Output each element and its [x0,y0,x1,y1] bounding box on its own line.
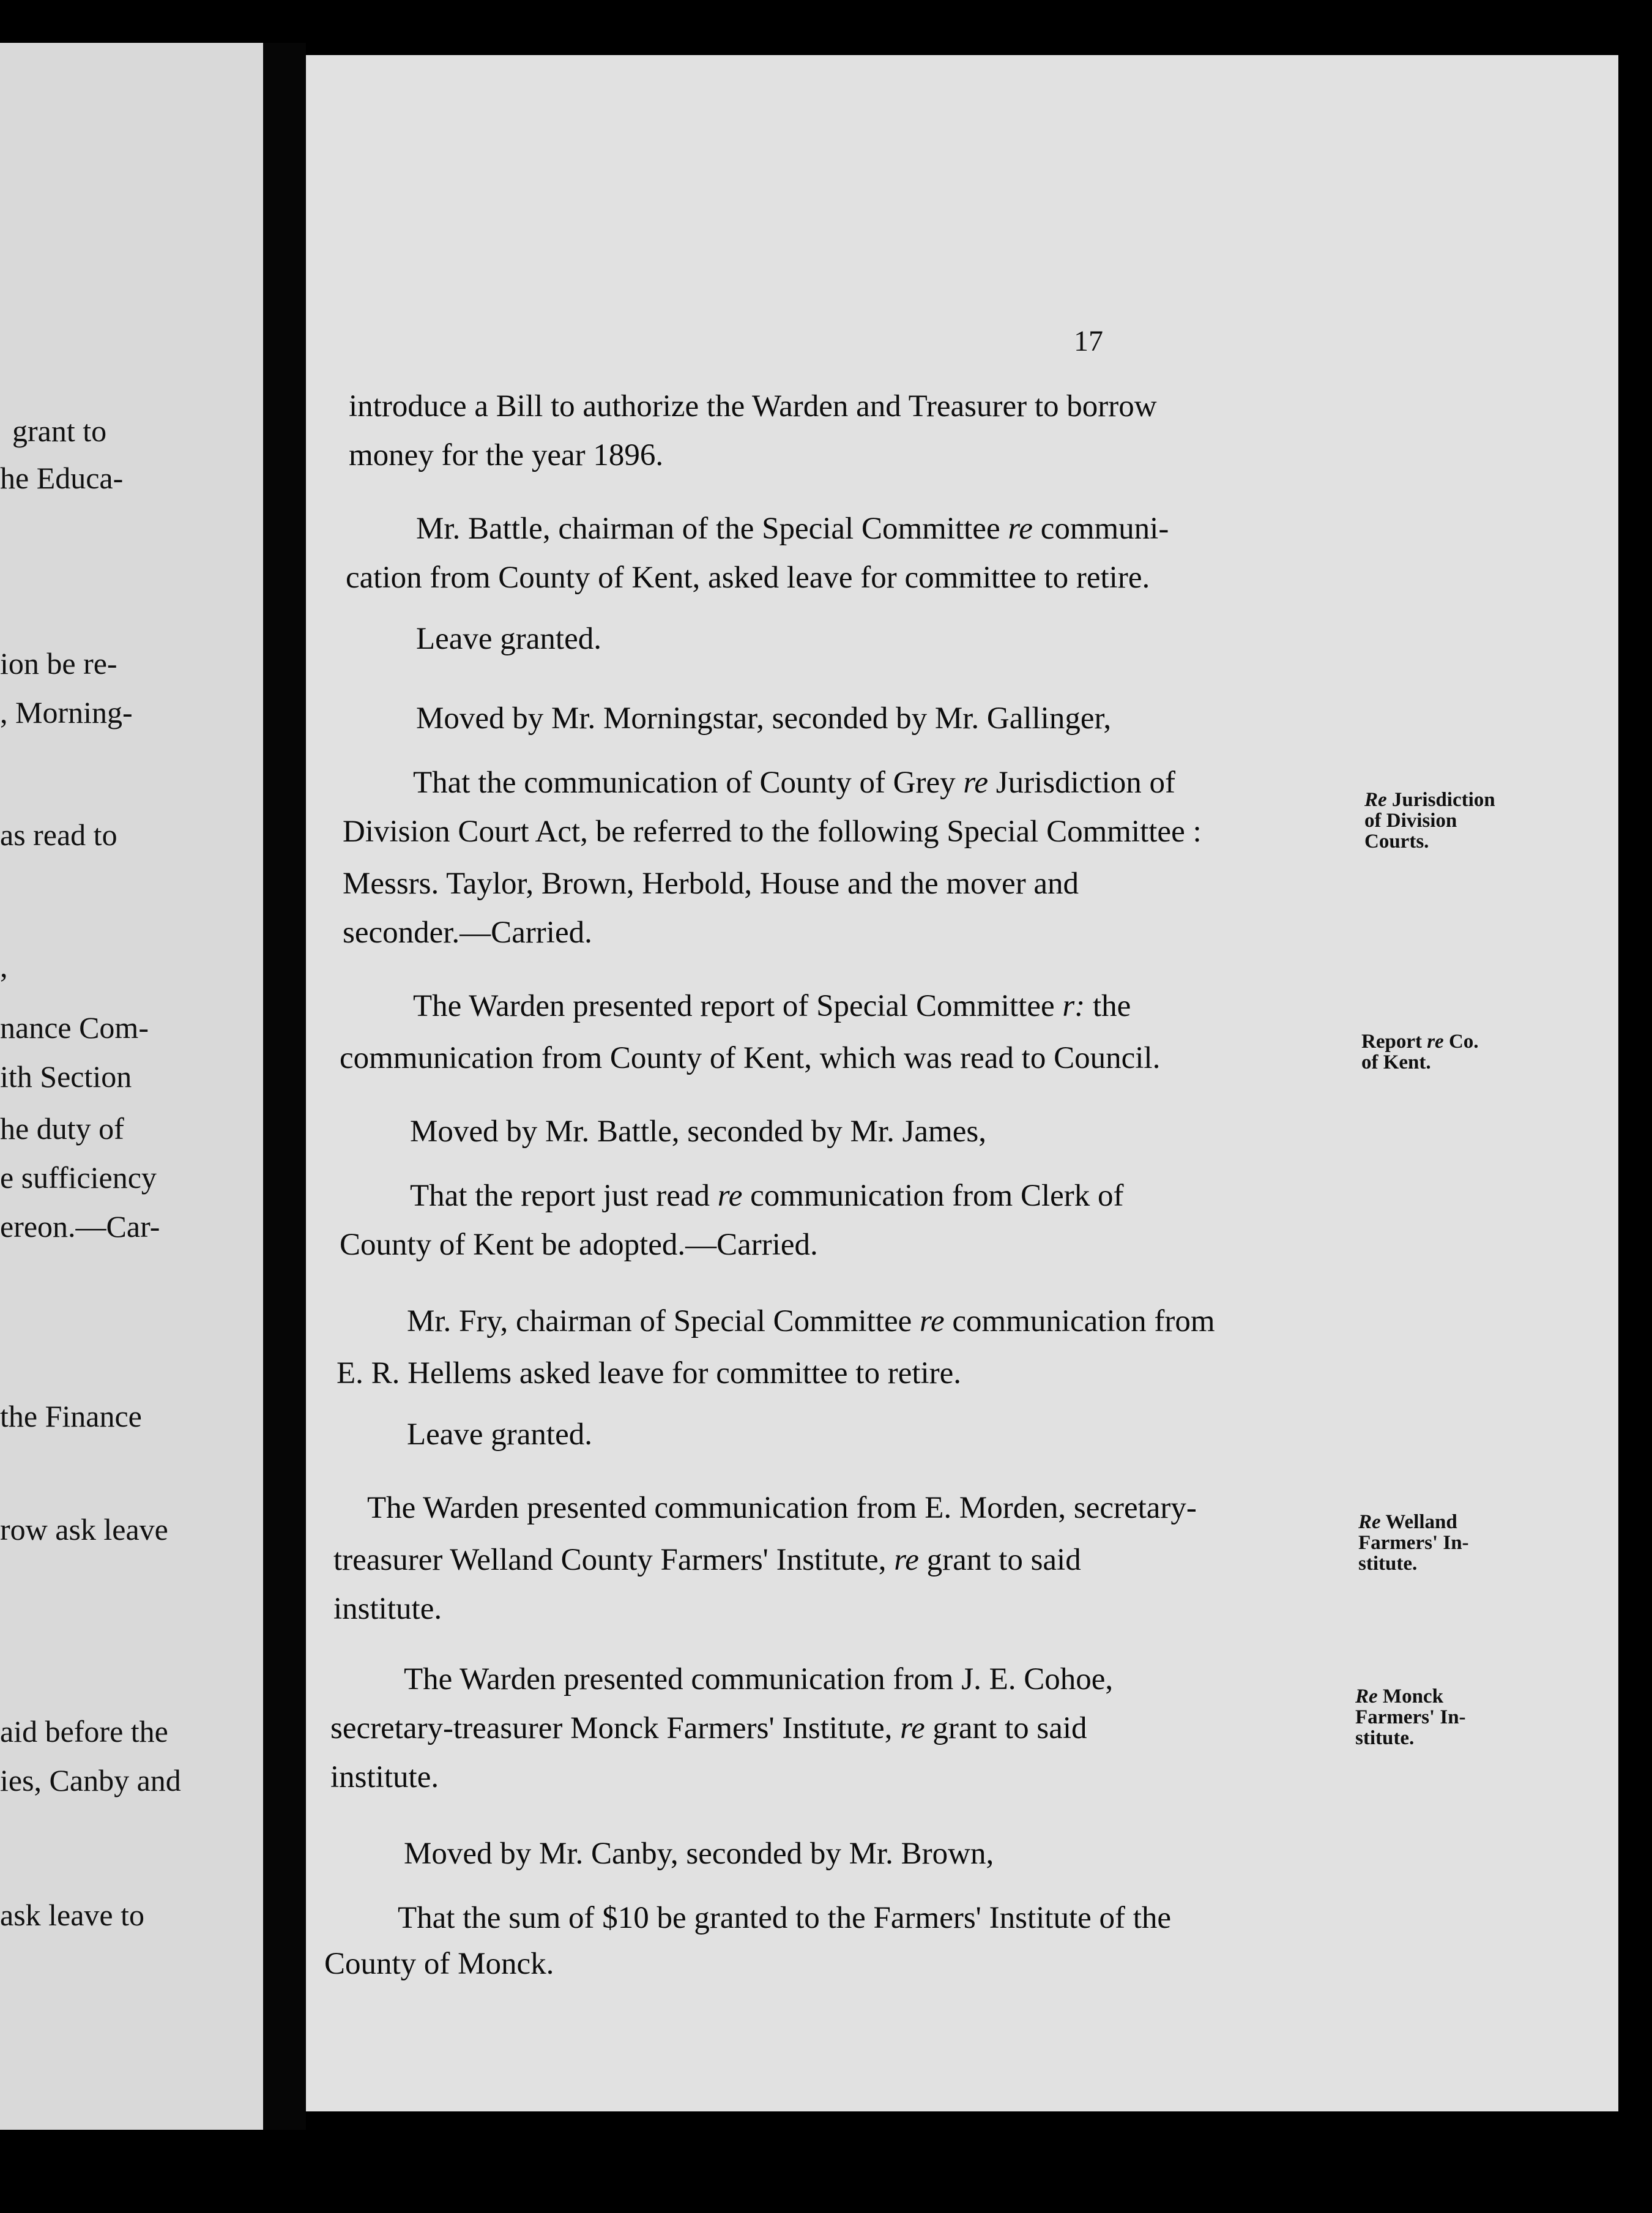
left-fragment: he duty of [0,1111,124,1146]
left-fragment: ask leave to [0,1898,145,1932]
left-fragment: , Morning- [0,695,133,730]
text-line: County of Monck. [324,1947,554,1981]
text-line: The Warden presented report of Special Committee r: the [413,989,1131,1023]
text-line: That the report just read re communication from Clerk of [410,1179,1124,1213]
left-fragment: ion be re- [0,646,117,681]
left-fragment: grant to [12,414,107,448]
left-fragment: , [0,949,8,983]
text-line: The Warden presented communication from E. Morden, secretary- [367,1491,1197,1525]
left-fragment: the Finance [0,1399,142,1433]
book-spine [263,43,306,2130]
text-line: Leave granted. [416,622,601,656]
left-fragment: e sufficiency [0,1160,157,1195]
text-line: The Warden presented communication from J. E. Cohoe, [404,1662,1114,1696]
margin-note-welland: Re Welland Farmers' In- stitute. [1358,1511,1469,1575]
text-line: That the sum of $10 be granted to the Farmers' Institute of the [398,1901,1172,1935]
text-line: Moved by Mr. Canby, seconded by Mr. Brown, [404,1837,994,1871]
left-fragment: aid before the [0,1714,168,1748]
text-line: seconder.—Carried. [343,916,592,950]
text-line: communication from County of Kent, which was read to Council. [340,1041,1161,1075]
text-line: institute. [333,1592,442,1626]
text-line: County of Kent be adopted.—Carried. [340,1228,818,1262]
text-line: Moved by Mr. Morningstar, seconded by Mr. Gallinger, [416,701,1112,736]
text-line: Moved by Mr. Battle, seconded by Mr. James, [410,1114,986,1149]
left-page-fragment [0,43,263,2130]
text-line: introduce a Bill to authorize the Warden and Treasurer to borrow [349,389,1157,424]
margin-note-jurisdiction: Re Jurisdiction of Division Courts. [1364,789,1495,853]
text-line: Division Court Act, be referred to the following Special Committee : [343,815,1202,849]
text-line: Leave granted. [407,1417,592,1452]
page-number: 17 [1074,325,1103,357]
left-fragment: as read to [0,818,117,852]
margin-note-kent: Report re Co. of Kent. [1361,1031,1479,1073]
left-fragment: ies, Canby and [0,1763,181,1797]
text-line: E. R. Hellems asked leave for committee to retire. [337,1356,962,1390]
text-line: Mr. Fry, chairman of Special Committee re communication from [407,1304,1215,1338]
text-line: Messrs. Taylor, Brown, Herbold, House and the mover and [343,867,1079,901]
left-fragment: ith Section [0,1059,132,1094]
left-fragment: nance Com- [0,1010,149,1045]
text-line: treasurer Welland County Farmers' Institute, re grant to said [333,1543,1081,1577]
text-line: money for the year 1896. [349,438,664,472]
left-fragment: row ask leave [0,1512,168,1547]
text-line: secretary-treasurer Monck Farmers' Institute, re grant to said [330,1711,1087,1745]
left-fragment: ereon.—Car- [0,1209,160,1244]
left-fragment: he Educa- [0,461,124,495]
margin-note-monck: Re Monck Farmers' In- stitute. [1355,1685,1466,1749]
text-line: cation from County of Kent, asked leave for committee to retire. [346,561,1150,595]
text-line: That the communication of County of Grey re Jurisdiction of [413,766,1175,800]
text-line: institute. [330,1760,439,1794]
text-line: Mr. Battle, chairman of the Special Committee re communi- [416,512,1169,546]
document-page [306,55,1618,2111]
